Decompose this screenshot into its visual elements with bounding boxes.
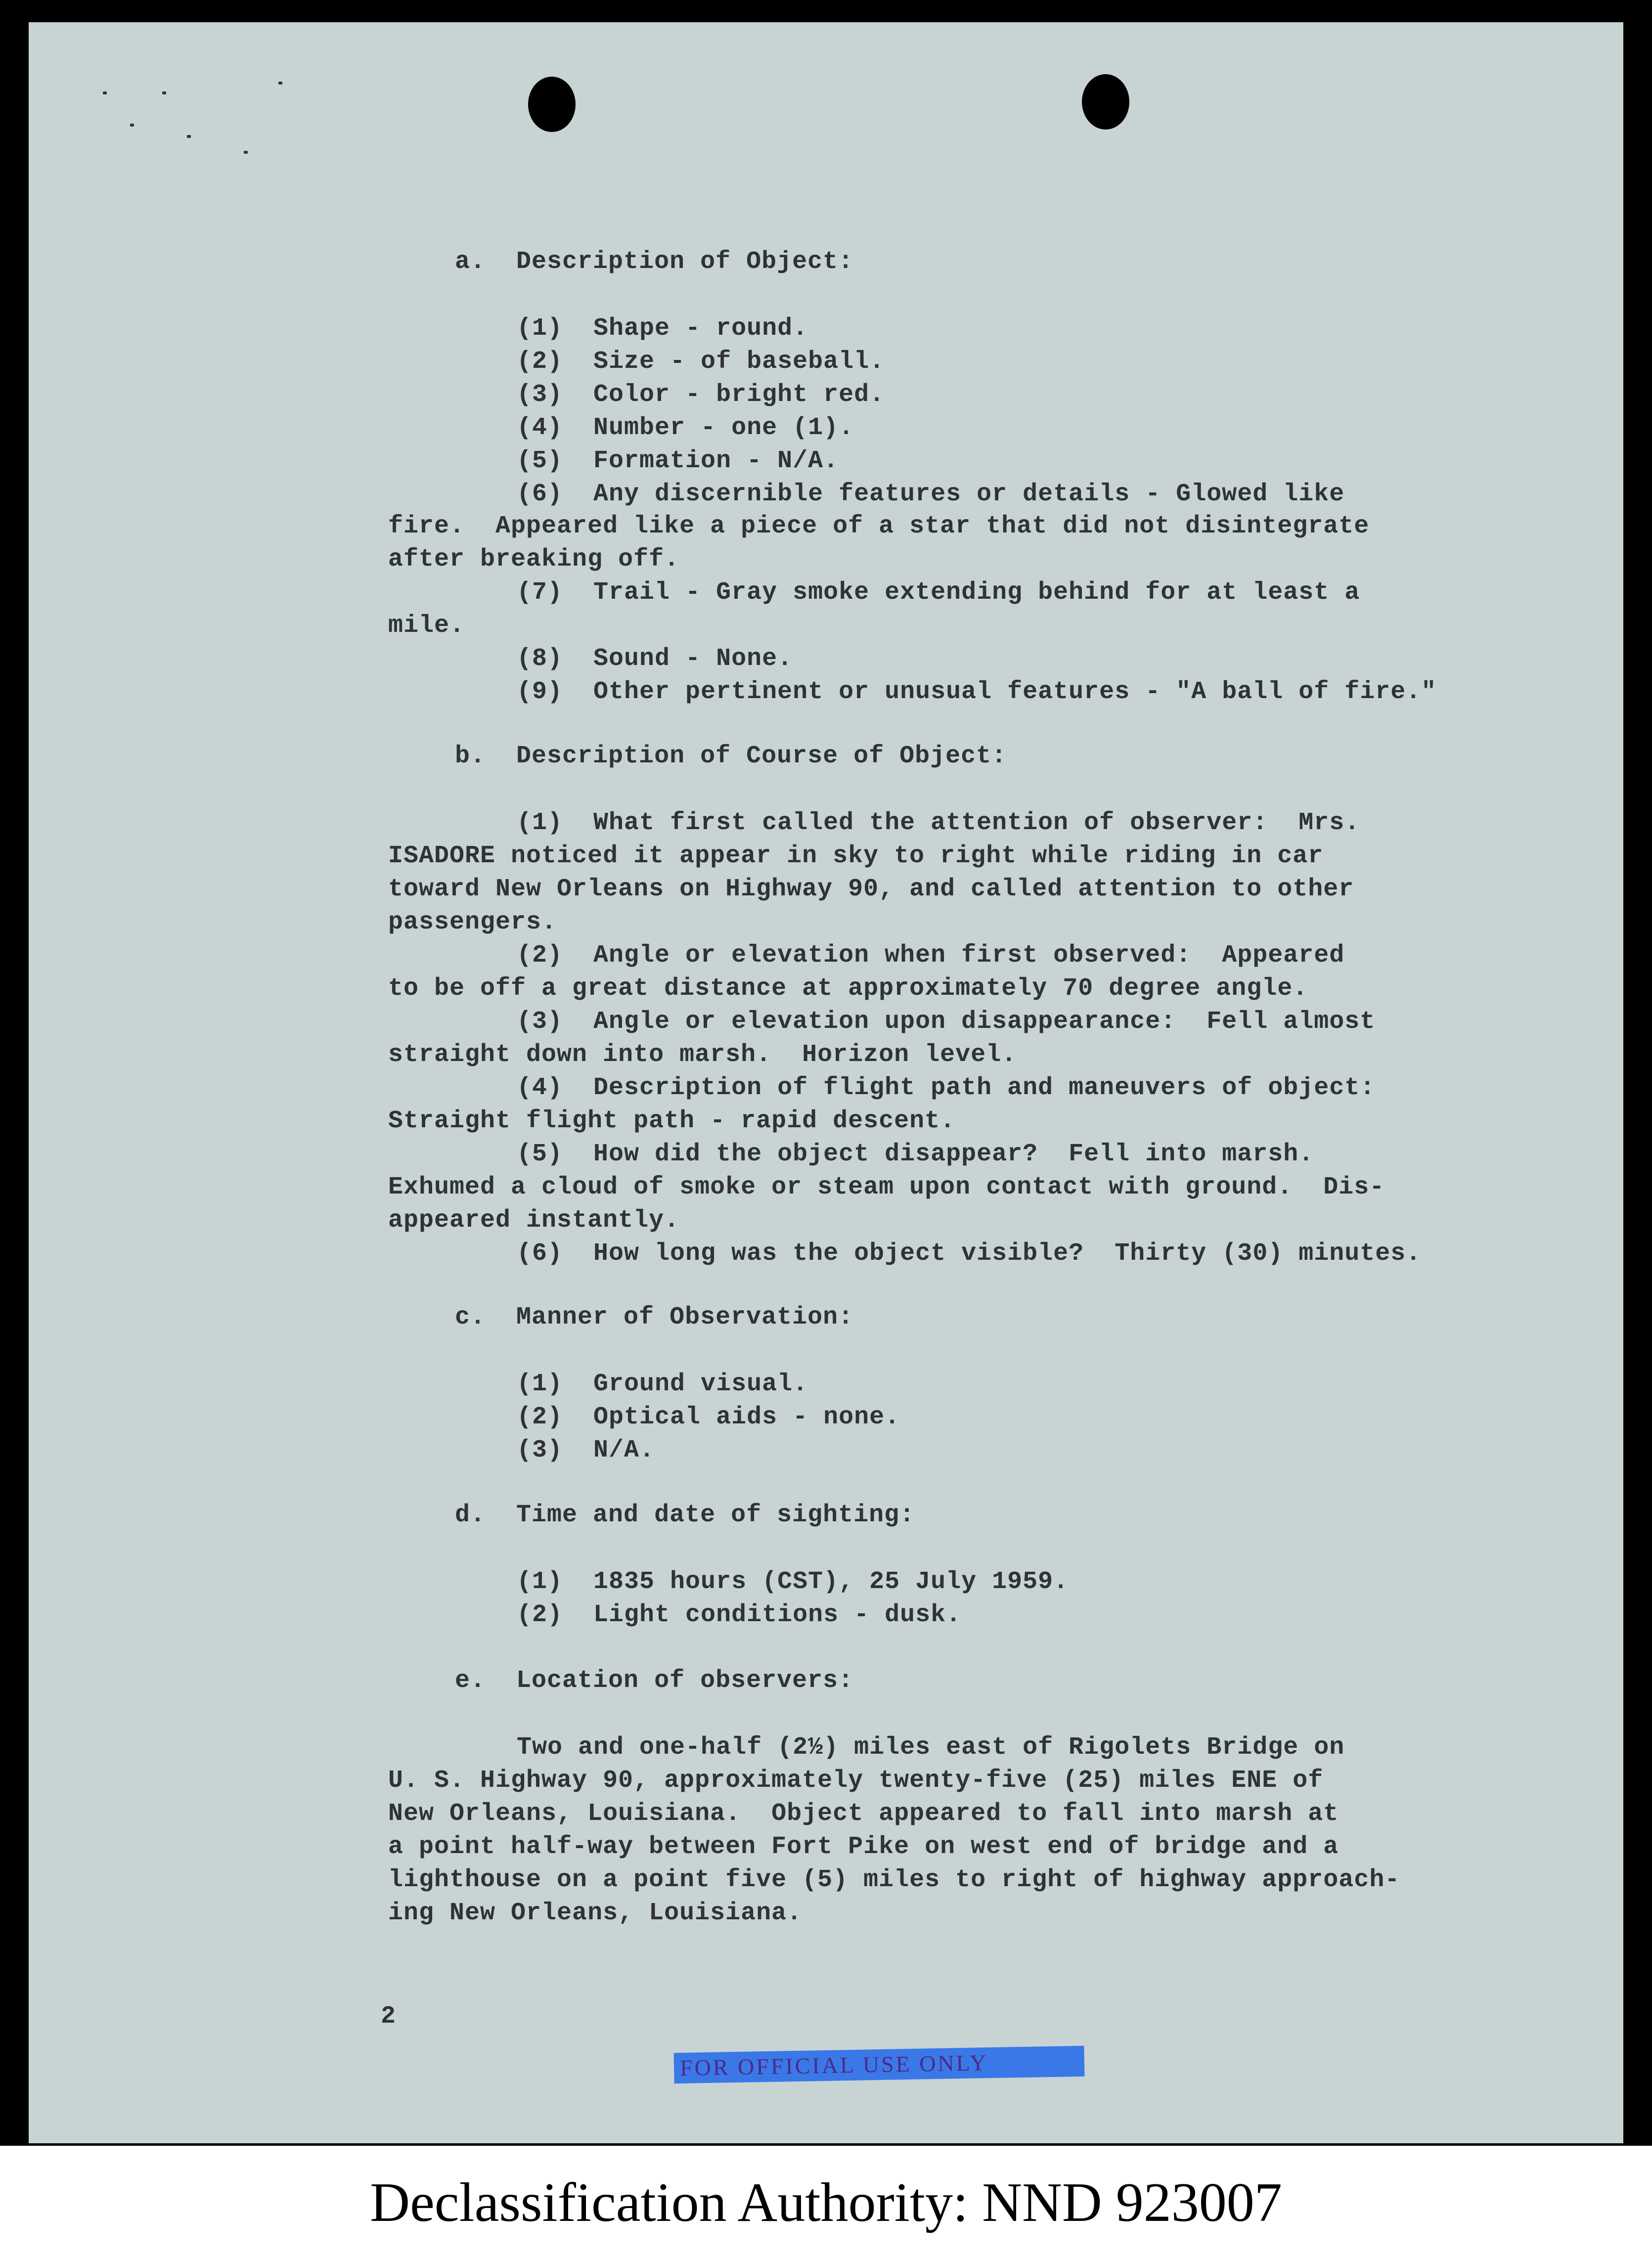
- section-heading: a. Description of Object:: [455, 248, 854, 276]
- text-line: appeared instantly.: [388, 1206, 680, 1235]
- text-line: mile.: [388, 612, 465, 640]
- document-body: [29, 22, 1623, 2143]
- list-item: (2) Size - of baseball.: [517, 348, 885, 376]
- list-item: (1) 1835 hours (CST), 25 July 1959.: [517, 1568, 1069, 1596]
- list-item: (1) What first called the attention of observer: Mrs.: [517, 809, 1360, 837]
- list-item: (3) N/A.: [517, 1436, 655, 1464]
- text-line: ing New Orleans, Louisiana.: [388, 1899, 803, 1927]
- text-line: toward New Orleans on Highway 90, and called attention to other: [388, 875, 1354, 903]
- list-item: (3) Angle or elevation upon disappearance: Fell almost: [517, 1008, 1376, 1036]
- list-item: (5) Formation - N/A.: [517, 447, 839, 475]
- document-page: [29, 22, 1623, 2143]
- text-line: New Orleans, Louisiana. Object appeared to fall into marsh at: [388, 1800, 1339, 1828]
- text-line: straight down into marsh. Horizon level.: [388, 1041, 1017, 1069]
- section-heading: c. Manner of Observation:: [455, 1303, 854, 1331]
- section-heading: e. Location of observers:: [455, 1667, 854, 1695]
- list-item: (4) Number - one (1).: [517, 414, 854, 442]
- list-item: (7) Trail - Gray smoke extending behind for at least a: [517, 578, 1360, 607]
- section-heading: b. Description of Course of Object:: [455, 742, 1007, 770]
- page-number: 2: [381, 2002, 397, 2031]
- list-item: (3) Color - bright red.: [517, 381, 885, 409]
- text-line: after breaking off.: [388, 545, 680, 574]
- text-line: to be off a great distance at approximately 70 degree angle.: [388, 974, 1308, 1003]
- list-item: (1) Ground visual.: [517, 1370, 808, 1398]
- list-item: (6) How long was the object visible? Thirty (30) minutes.: [517, 1239, 1422, 1268]
- list-item: (2) Light conditions - dusk.: [517, 1601, 962, 1629]
- text-line: a point half-way between Fort Pike on west end of bridge and a: [388, 1833, 1339, 1861]
- text-line: U. S. Highway 90, approximately twenty-five (25) miles ENE of: [388, 1767, 1324, 1795]
- text-line: Two and one-half (2½) miles east of Rigolets Bridge on: [517, 1733, 1345, 1762]
- list-item: (4) Description of flight path and maneuvers of object:: [517, 1074, 1376, 1102]
- text-line: lighthouse on a point five (5) miles to right of highway approach-: [388, 1866, 1400, 1894]
- text-line: Straight flight path - rapid descent.: [388, 1107, 956, 1135]
- text-line: passengers.: [388, 908, 557, 936]
- text-line: ISADORE noticed it appear in sky to right while riding in car: [388, 842, 1324, 870]
- list-item: (8) Sound - None.: [517, 645, 793, 673]
- section-heading: d. Time and date of sighting:: [455, 1501, 915, 1529]
- list-item: (6) Any discernible features or details - Glowed like: [517, 480, 1345, 508]
- list-item: (5) How did the object disappear? Fell into marsh.: [517, 1140, 1314, 1168]
- official-use-stamp: FOR OFFICIAL USE ONLY: [674, 2046, 1085, 2083]
- text-line: Exhumed a cloud of smoke or steam upon contact with ground. Dis-: [388, 1173, 1385, 1201]
- list-item: (2) Angle or elevation when first observed: Appeared: [517, 941, 1345, 970]
- list-item: (2) Optical aids - none.: [517, 1403, 900, 1431]
- text-line: fire. Appeared like a piece of a star that did not disintegrate: [388, 512, 1370, 540]
- list-item: (1) Shape - round.: [517, 314, 808, 343]
- declassification-footer: Declassification Authority: NND 923007: [370, 2172, 1282, 2233]
- list-item: (9) Other pertinent or unusual features - "A ball of fire.": [517, 678, 1437, 706]
